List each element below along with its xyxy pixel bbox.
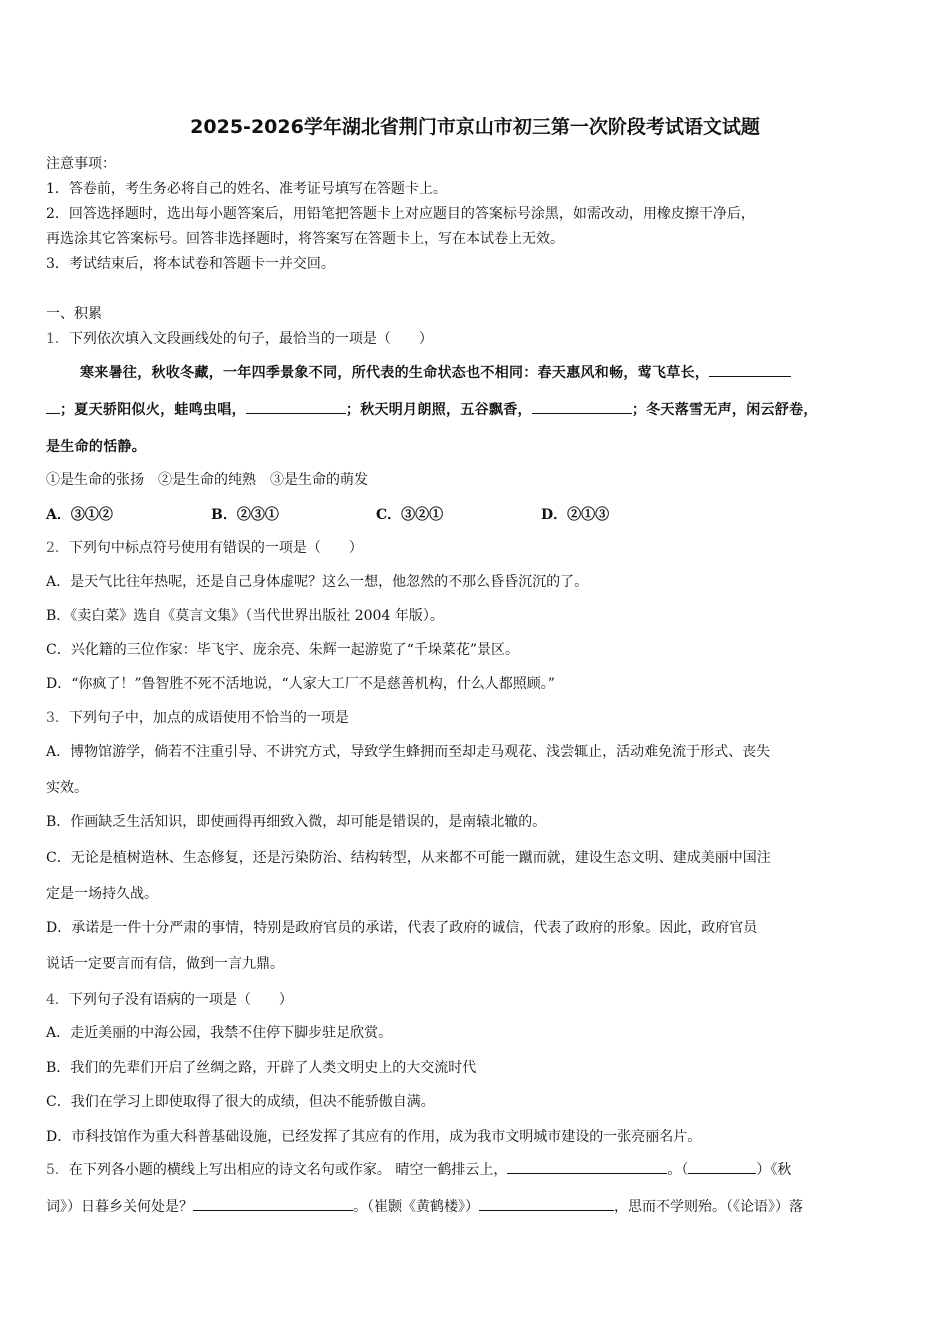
- choice-list: ①是生命的张扬 ②是生命的纯熟 ③是生命的萌发: [46, 472, 368, 488]
- passage-line-3: 是生命的恬静。: [46, 439, 147, 455]
- answer-blank[interactable]: [709, 364, 791, 377]
- option-d[interactable]: D．承诺是一件十分严肃的事情，特别是政府官员的承诺，代表了政府的诚信，代表了政府的形象。因此，政府官员: [46, 920, 758, 936]
- question-number: 5．: [46, 1162, 69, 1178]
- question-text: ）《秋: [756, 1162, 792, 1178]
- question-1: [46, 328, 433, 348]
- option-a[interactable]: A．是天气比往年热呢，还是自己身体虚呢？这么一想，他忽然的不那么昏昏沉沉的了。: [46, 574, 589, 590]
- passage-line-2: [46, 399, 818, 419]
- question-stem: 下列句子中，加点的成语使用不恰当的一项是: [68, 710, 349, 726]
- notice-item-2: 2．回答选择题时，选出每小题答案后，用铅笔把答题卡上对应题目的答案标号涂黑，如需改动，用橡皮擦干净后，: [46, 206, 755, 222]
- option-a[interactable]: A．走近美丽的中海公园，我禁不住停下脚步驻足欣赏。: [46, 1025, 393, 1041]
- question-number: 2．: [46, 540, 69, 556]
- question-stem: 下列依次填入文段画线处的句子，最恰当的一项是（ ）: [68, 331, 433, 347]
- option-b[interactable]: B．②③①: [211, 507, 279, 523]
- question-4: [46, 989, 293, 1009]
- option-c[interactable]: C．兴化籍的三位作家：毕飞宇、庞余亮、朱辉一起游览了“千垛菜花”景区。: [46, 642, 520, 658]
- answer-blank[interactable]: [688, 1161, 756, 1174]
- question-number: 1．: [46, 331, 69, 347]
- answer-blank[interactable]: [479, 1198, 614, 1211]
- option-d-cont: 说话一定要言而有信，做到一言九鼎。: [46, 956, 284, 972]
- question-text: 。（崔颢《黄鹤楼》）: [353, 1199, 479, 1215]
- question-stem: 下列句子没有语病的一项是（ ）: [68, 992, 293, 1008]
- option-a[interactable]: A．博物馆游学，倘若不注重引导、不讲究方式，导致学生蜂拥而至却走马观花、浅尝辄止，活动难免流于形式、丧失: [46, 744, 771, 760]
- option-b[interactable]: B．作画缺乏生活知识，即使画得再细致入微，却可能是错误的，是南辕北辙的。: [46, 814, 547, 830]
- answer-blank[interactable]: [246, 401, 346, 414]
- passage-text: ；夏天骄阳似火，蛙鸣虫唱，: [60, 402, 246, 418]
- option-d[interactable]: D．②①③: [541, 507, 610, 523]
- question-5: [46, 1159, 791, 1179]
- section-heading: 一、积累: [46, 306, 102, 322]
- passage-line-1: [80, 362, 791, 382]
- option-b[interactable]: B．《卖白菜》选自《莫言文集》（当代世界出版社 2004 年版）。: [46, 608, 444, 624]
- question-text: 词》）日暮乡关何处是？: [46, 1199, 193, 1215]
- answer-blank[interactable]: [46, 401, 60, 414]
- question-2: [46, 537, 363, 557]
- notice-item-1: 1．答卷前，考生务必将自己的姓名、准考证号填写在答题卡上。: [46, 181, 447, 197]
- option-d[interactable]: D．市科技馆作为重大科普基础设施，已经发挥了其应有的作用，成为我市文明城市建设的一张亮丽名片。: [46, 1129, 702, 1145]
- passage-text: ；冬天落雪无声，闲云舒卷，: [631, 402, 818, 418]
- answer-options: [46, 504, 706, 524]
- option-c[interactable]: C．③②①: [376, 507, 444, 523]
- notice-item-2-cont: 再选涂其它答案标号。回答非选择题时，将答案写在答题卡上，写在本试卷上无效。: [46, 231, 564, 247]
- answer-blank[interactable]: [507, 1161, 667, 1174]
- question-3: [46, 707, 349, 727]
- question-5-cont: [46, 1196, 803, 1216]
- passage-text: ；秋天明月朗照，五谷飘香，: [345, 402, 532, 418]
- option-a-cont: 实效。: [46, 780, 88, 796]
- question-stem: 在下列各小题的横线上写出相应的诗文名句或作家。 晴空一鹤排云上，: [68, 1162, 508, 1178]
- option-d[interactable]: D．“你疯了！”鲁智胜不死不活地说，“人家大工厂不是慈善机构，什么人都照顾。”: [46, 676, 555, 692]
- option-c-cont: 定是一场持久战。: [46, 886, 158, 902]
- option-b[interactable]: B．我们的先辈们开启了丝绸之路，开辟了人类文明史上的大交流时代: [46, 1060, 477, 1076]
- notice-heading: 注意事项：: [46, 156, 116, 172]
- option-c[interactable]: C．我们在学习上即使取得了很大的成绩，但决不能骄傲自满。: [46, 1094, 435, 1110]
- option-c[interactable]: C．无论是植树造林、生态修复，还是污染防治、结构转型，从来都不可能一蹴而就，建设生态文明、建成美丽中国注: [46, 850, 771, 866]
- notice-item-3: 3．考试结束后，将本试卷和答题卡一并交回。: [46, 256, 335, 272]
- question-stem: 下列句中标点符号使用有错误的一项是（ ）: [68, 540, 363, 556]
- question-number: 3．: [46, 710, 69, 726]
- question-text: 。（: [667, 1162, 689, 1178]
- passage-text: 寒来暑往，秋收冬藏，一年四季景象不同，所代表的生命状态也不相同：春天惠风和畅，莺飞草长，: [80, 365, 710, 381]
- answer-blank[interactable]: [193, 1198, 353, 1211]
- question-text: ，思而不学则殆。（《论语》）落: [614, 1199, 803, 1215]
- question-number: 4．: [46, 992, 69, 1008]
- answer-blank[interactable]: [532, 401, 632, 414]
- option-a[interactable]: A．③①②: [46, 507, 113, 523]
- page-title: 2025-2026学年湖北省荆门市京山市初三第一次阶段考试语文试题: [190, 116, 760, 138]
